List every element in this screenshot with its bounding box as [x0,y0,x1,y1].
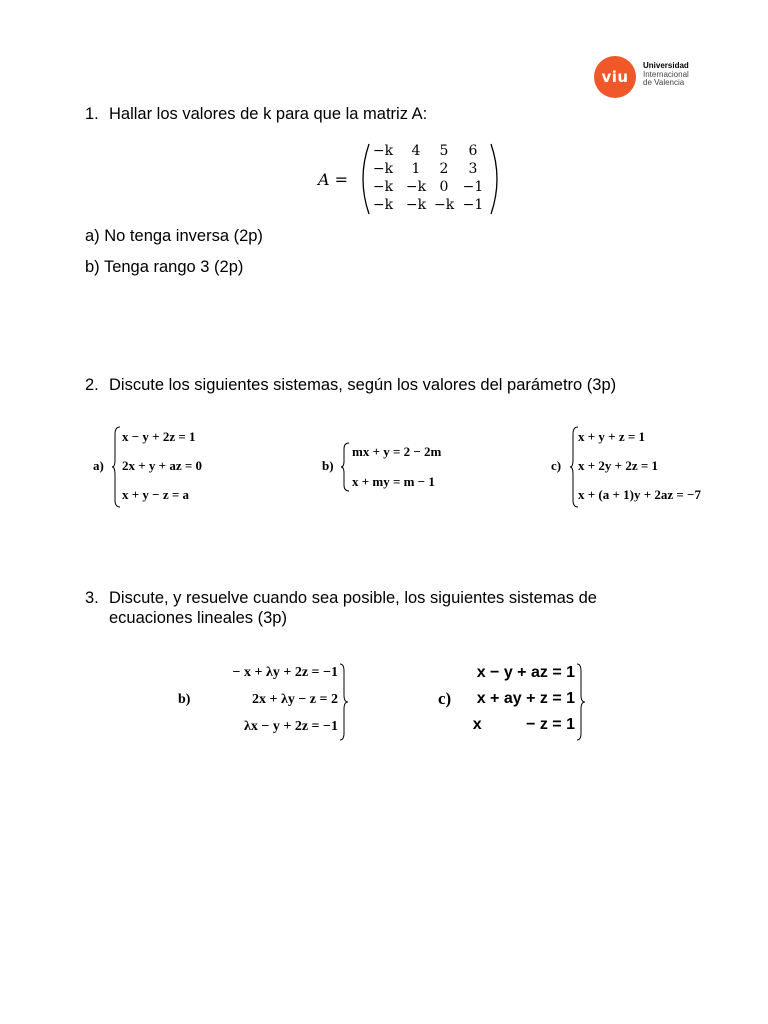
left-brace [112,426,122,508]
question-text: Discute los siguientes sistemas, según los valores del parámetro (3p) [109,376,617,394]
question-1 [85,104,427,124]
matrix-cell: −1 [462,197,484,213]
equation: x + y − z = a [122,487,189,502]
question-1-part-b: b) Tenga rango 3 (2p) [85,258,244,276]
system-c-label: c) [438,689,452,708]
matrix-cell: −k [372,197,394,213]
question-2 [85,375,616,395]
equation: x + ay + z = 1 [476,690,575,707]
equation: x + 2y + 2z = 1 [578,458,658,473]
question-1-part-a: a) No tenga inversa (2p) [85,227,263,245]
equation: x + my = m − 1 [352,474,435,489]
left-brace [341,442,351,492]
university-logo [594,56,636,98]
matrix-cell: 4 [411,143,421,159]
matrix-cell: −k [372,143,394,159]
matrix-cell: 5 [439,143,449,159]
question-3-text-continued: ecuaciones lineales (3p) [109,609,287,627]
equation: mx + y = 2 − 2m [352,444,442,459]
equation: x + (a + 1)y + 2az = −7 [578,487,701,502]
equation: x + y + z = 1 [578,429,645,444]
right-brace [576,663,586,741]
equation: x − y + az = 1 [476,664,575,681]
question-text: Hallar los valores de k para que la matriz A: [109,105,428,123]
matrix-cell: 6 [468,143,478,159]
question-number: 3. [85,589,99,607]
equation: − x + λy + 2z = −1 [232,665,338,680]
logo-mark: viu [601,68,629,86]
equation: x − z = 1 [472,716,575,733]
matrix-cell: 3 [468,161,478,177]
equation: λx − y + 2z = −1 [243,719,338,734]
question-number: 1. [85,105,99,123]
matrix-cell: 2 [439,161,449,177]
system-b-label: b) [322,458,334,473]
matrix-cell: −k [372,161,394,177]
question-text: Discute, y resuelve cuando sea posible, los siguientes sistemas de [109,589,597,607]
matrix-cell: −1 [462,179,484,195]
matrix-label: A = [318,170,349,189]
question-3 [85,588,597,608]
logo-line-2: Internacional [643,70,689,79]
question-number: 2. [85,376,99,394]
matrix-row [368,178,492,196]
matrix-row [368,196,492,214]
matrix-row [368,142,492,160]
matrix-cell: 0 [439,179,449,195]
matrix-cell: −k [434,197,455,213]
system-b-label: b) [178,692,191,707]
matrix-cell: −k [405,197,427,213]
equation: 2x + λy − z = 2 [251,692,338,707]
logo-line-1: Universidad [643,61,689,70]
right-brace [339,663,349,741]
equation: 2x + y + az = 0 [122,458,202,473]
matrix-cell: −k [372,179,394,195]
matrix-cell: −k [405,179,427,195]
matrix-A [368,142,492,214]
matrix-row [368,160,492,178]
system-a-label: a) [93,458,104,473]
equation: x − y + 2z = 1 [122,429,196,444]
system-c-label: c) [551,458,562,473]
logo-line-3: de Valencia [643,78,685,87]
matrix-cell: 1 [411,161,421,177]
